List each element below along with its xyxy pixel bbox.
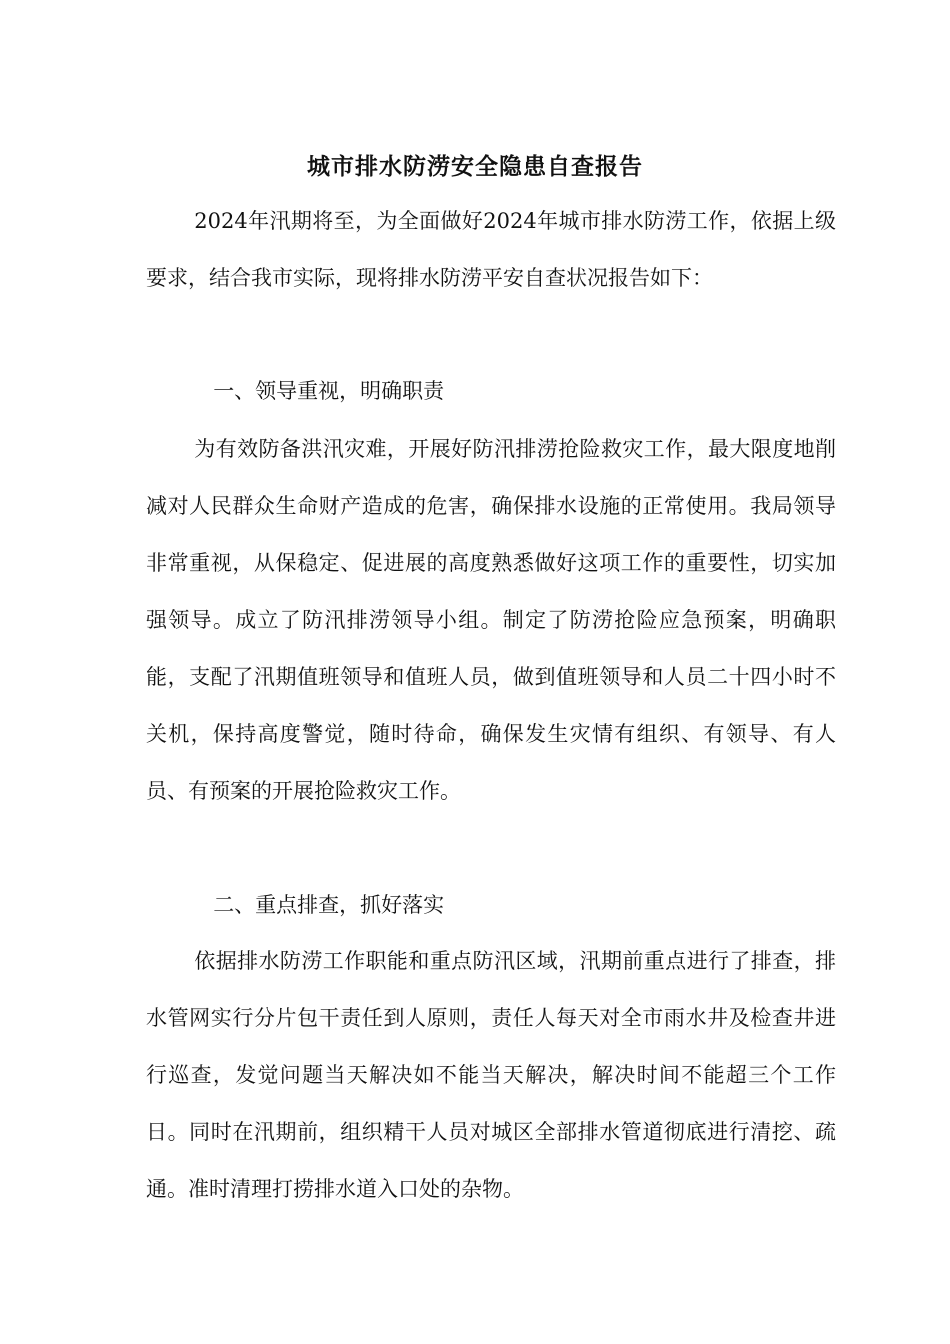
document-title: 城市排水防涝安全隐患自查报告 xyxy=(307,153,643,181)
section-body-1: 为有效防备洪汛灾难，开展好防汛排涝抢险救灾工作，最大限度地削减对人民群众生命财产造成的危害，确保排水设施的正常使用。我局领导非常重视，从保稳定、促进展的高度熟悉做好这项工作的重要性，切实加强领导。成立了防汛排涝领导小组。制定了防涝抢险应急预案，明确职能，支配了汛期值班领导和值班人员，做到值班领导和人员二十四小时不关机，保持高度警觉，随时待命，确保发生灾情有组织、有领导、有人员、有预案的开展抢险救灾工作。 xyxy=(146,437,836,803)
section-heading-2: 二、重点排查，抓好落实 xyxy=(213,893,445,917)
section-body-2: 依据排水防涝工作职能和重点防汛区域，汛期前重点进行了排查，排水管网实行分片包干责任到人原则，责任人每天对全市雨水井及检查井进行巡查，发觉问题当天解决如不能当天解决，解决时间不能超三个工作日。同时在汛期前，组织精干人员对城区全部排水管道彻底进行清挖、疏通。准时清理打捞排水道入口处的杂物。 xyxy=(146,949,836,1201)
intro-paragraph: 2024年汛期将至，为全面做好2024年城市排水防涝工作，依据上级要求，结合我市实际，现将排水防涝平安自查状况报告如下： xyxy=(146,209,836,290)
section-heading-1: 一、领导重视，明确职责 xyxy=(213,379,445,403)
